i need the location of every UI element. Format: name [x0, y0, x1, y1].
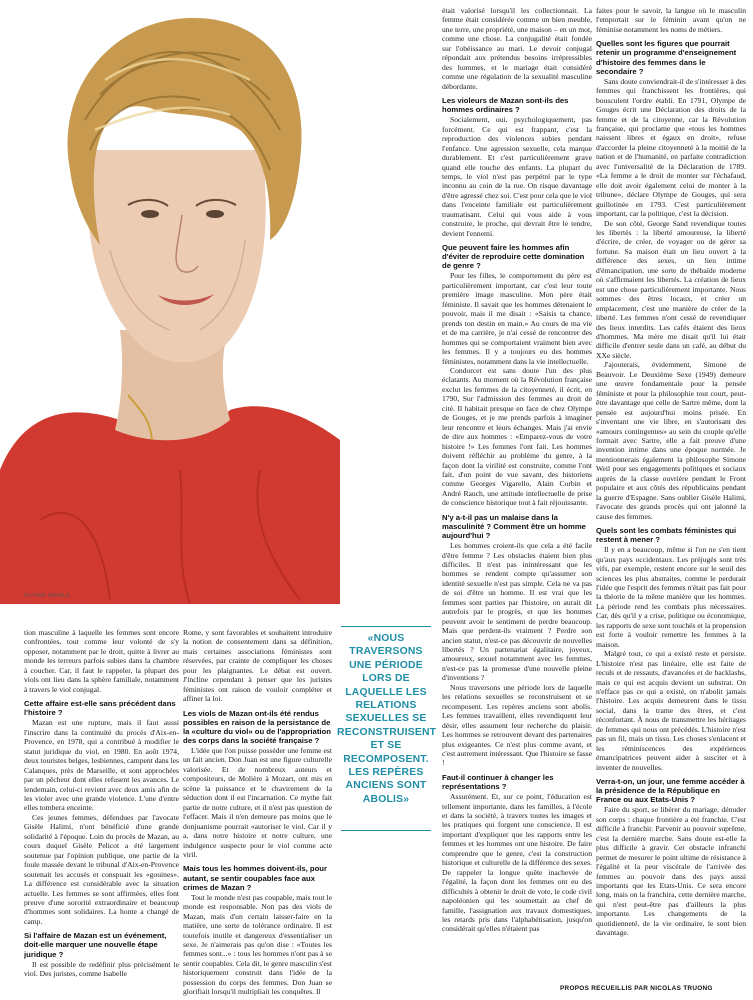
question-heading: Si l'affaire de Mazan est un événement, doit-elle marquer une nouvelle étape juridique ? [24, 931, 167, 959]
question-heading: Cette affaire est-elle sans précédent dans l'histoire ? [24, 699, 176, 718]
article-column-2 [183, 628, 332, 997]
paragraph: Il est possible de redéfinir plus précisément le viol. Des juristes, comme Isabelle [24, 959, 179, 979]
illustration-credit: OLIVIER DANGLA [24, 593, 70, 599]
question-heading: Verra-t-on, un jour, une femme accéder à la présidence de la République en France ou aux Etats-Unis ? [596, 777, 745, 805]
paragraph: Sans doute conviendrait-il de s'intéresser à des femmes qui franchissent les frontières, qui bousculent l'ordre établi. En 1791, Olympe de Gouges écrit une Déclaration des droits de la femme et de la citoyenne, car la Révolution française, qui proclame que «tous les hommes naissent libres et égaux en droit», refuse d'accorder la pleine citoyenneté à la moitié de la nation et de l'humanité, en parfaite contradiction avec l'universalité de la Déclaration de 1789. «La femme a le droit de monter sur l'échafaud, elle doit avoir également celui de monter à la tribune», déclare Olympe de Gouges, qui sera guillotinée en 1793. C'est particulièrement important, car la politique, c'est la décision. [596, 76, 746, 219]
article-column-3 [442, 6, 592, 992]
paragraph: Condorcet est sans doute l'un des plus éclatants. Au moment où la Révolution française exclut les femmes de la citoyenneté, il écrit, en 1790, Sur l'admission des femmes au droit de cité. Il habitait presque en face de chez Olympe de Gouges, et je me prends parfois à imaginer leur rencontre et leurs échanges. Mais j'ai envie de dire aux hommes : «Emparez-vous de votre histoire !» Les femmes l'ont fait. Les hommes doivent réfléchir au problème du genre, à la façon dont la virilité est construite, comme l'ont fait, d'un point de vue savant, des historiens comme Georges Vigarello, Alain Corbin et André Rauch, une attitude intellectuelle de prise de conscience historique tout à fait réjouissante. [442, 365, 592, 508]
question-heading: Mais tous les hommes doivent-ils, pour autant, se sentir coupables face aux crimes de Mazan ? [183, 864, 327, 892]
question-heading: Que peuvent faire les hommes afin d'éviter de reproduire cette domination de genre ? [442, 243, 585, 271]
paragraph: L'idée que l'on puisse posséder une femme est un fait ancien. Don Juan est une figure culturelle valorisée. Et de nombreux auteurs et compositeurs, de Molière à Mozart, ont mis en scène la puissance et le chavirement de la séduction dont il est l'incarnation. Ce mythe fait partie de notre culture, et il n'est pas question de l'effacer. Mais il n'en demeure pas moins que le donjuanisme pourrait «autoriser le viol. Car il y a, dans notre histoire et notre culture, une indulgence suspecte pour le viol comme acte viril. [183, 746, 332, 859]
paragraph: Rome, y sont favorables et souhaitent introduire la notion de consentement dans sa définition, mais certaines associations féministes sont réservées, par crainte de compliquer les choses pour les plaignantes. Le débat est ouvert. J'incline cependant à penser que les juristes féministes ont raison de vouloir compléter et affiner la loi. [183, 628, 332, 704]
paragraph: Pour les filles, le comportement du père est particulièrement important, car c'est leur toute première image masculine. Mon père était féministe. Il savait que les hommes détenaient le pouvoir, mais il me disait : «Saisis ta chance, prends ton destin en main.» Au cours de ma vie et de ma carrière, je n'ai cessé de rencontrer des hommes qui se comportaient vraiment bien avec les femmes. Il y a toujours eu des hommes féministes, notamment dans la vie intellectuelle. [442, 271, 592, 366]
paragraph: Nous traversons une période lors de laquelle les relations sexuelles se reconstruisent et se recomposent. Les repères anciens sont abolis. Les femmes travaillent, elles revendiquent leur désir, elles assument leur recherche du plaisir. Les hommes se retrouvent devant des partenaires plus exigeantes. Ce n'est plus comme avant, et c'est autrement intéressant. Que l'histoire se fasse ! [442, 682, 592, 768]
paragraph: faites pour le savoir, la langue où le masculin l'emportait sur le féminin avant qu'on ne féminise notamment les noms de métiers. [596, 6, 746, 34]
paragraph: Malgré tout, ce qui a existé reste et persiste. L'histoire n'est pas linéaire, elle est faite de reculs et de ressauts, d'avancées et de backlashs, mais ce qui est acquis devient un substrat. On n'efface pas ce qui a existé, on n'abolit jamais l'histoire. Les acquis demeurent dans le tissu social, dans la trame des êtres, et c'est réconfortant. À nous de transmettre les héritages de femmes qui nous ont précédés. L'histoire n'est pas un fil, mais un tissu. Les choses s'enlacent et les réminiscences des expériences émancipatrices peuvent aider à susciter et à inventer de nouvelles. [596, 649, 746, 772]
article-column-1 [24, 628, 179, 988]
paragraph: J'ajouterais, évidemment, Simone de Beauvoir. Le Deuxième Sexe (1949) demeure une œuvre fondamentale pour la pensée féministe et pour la philosophie tout court, peut-être davantage que celle de Sartre même, dont la pensée est aujourd'hui moins prisée. En s'inventant une vie libre, en s'autorisant des «amours contingentes» au sein du couple qu'elle formait avec Sartre, elle a fait preuve d'une invention intime dans une époque normée. Je mentionnerais également la philosophe Simone Weil pour ses engagements politiques et sociaux auprès de la classe ouvrière pendant le Front populaire et aux côtés des républicains pendant la guerre d'Espagne. Sans oublier Gisèle Halimi, l'avocate des grands procès qui ont jalonné la cause des femmes. [596, 360, 746, 521]
paragraph: Tout le monde n'est pas coupable, mais tout le monde est responsable. Non pas des viols de Mazan, mais d'un certain laisser-faire en la matière, une sorte de tolérance ordinaire. Il est toutefois inutile et dangereux d'essentialiser un sexe. Je n'aimerais pas qu'on dise : «Toutes les femmes sont...» : tous les hommes n'ont pas à se sentir coupables. Cela dit, le genre masculin s'est historiquement construit dans l'idée de la possession du corps des femmes. Don Juan se glorifiait lorsqu'il multipliait les conquêtes. Il [183, 892, 332, 997]
byline-signoff: PROPOS RECUEILLIS PAR NICOLAS TRUONG [560, 985, 713, 992]
quote-rule-bottom [341, 830, 431, 831]
paragraph: Ces jeunes femmes, défendues par l'avocate Gisèle Halimi, n'ont bénéficié d'une grande solidarité à l'époque. Loin du procès de Mazan, au cours duquel Gisèle Pelicot a été largement soutenue par l'opinion publique, une partie de la foule massée devant le tribunal d'Aix-en-Provence soutenait les accusés et conspuait les «gouines». La différence est considérable avec la situation actuelle. Les femmes se sont affirmées, elles font preuve d'une sororité extraordinaire et beaucoup d'hommes sont solidaires. La honte a changé de camp. [24, 812, 179, 926]
paragraph: Il y en a beaucoup, même si l'on ne s'en tient qu'aux pays occidentaux. Les préjugés sont très vifs, par exemple, restent encore sur le seuil des sciences les plus abstraites, comme le perdurait l'idée que l'esprit des femmes n'était pas fait pour la théorie de la même manière que les hommes. La période rend les combats plus nécessaires. Car, dès qu'il y a crise, politique ou économique, les rapports de sexe sont touchés et la propension est forte à vouloir remettre les femmes à la maison. [596, 545, 746, 649]
question-heading: N'y a-t-il pas un malaise dans la masculinité ? Comment être un homme aujourd'hui ? [442, 512, 586, 540]
question-heading: Faut-il continuer à changer les représentations ? [442, 772, 554, 792]
paragraph: Les hommes croient-ils que cela a été facile d'être femme ? Les obstacles étaient bien plus difficiles. Il n'est pas inintéressant que les hommes se rendent compte qu'assumer son identité sexuelle n'est pas simple. Cela ne va pas de soi d'être un homme. Il est vrai que les femmes sont parties par l'histoire, on aurait dit autrefois par le progrès, et que les hommes peuvent avoir le sentiment de perdre beaucoup. Mais que perdent-ils vraiment ? Perdre son ancien statut, n'est-ce pas découvrir de nouvelles libertés ? Un partenariat égalitaire, joyeux, amoureux, sexuel notamment avec les femmes, n'est-ce pas la promesse d'une nouvelle pleine d'inventions ? [442, 541, 592, 683]
question-heading: Les viols de Mazan ont-ils été rendus possibles en raison de la persistance de la «culture du viol» ou de l'appropriation des corps dans la société française ? [183, 708, 331, 745]
article-column-4 [596, 6, 746, 984]
question-heading: Quelles sont les figures que pourrait retenir un programme d'enseignement d'histoire des femmes dans le secondaire ? [596, 39, 737, 76]
paragraph: De son côté, George Sand revendique toutes les libertés : la liberté amoureuse, la liberté d'écrire, de créer, de voyager ou de gérer sa fortune. Sa maison était un lieu ouvert à la différence des sexes, un lieu intime d'émancipation, une sorte de thébaïde moderne où s'affirmaient les libertés. La création de lieux est une chose particulièrement importante. Nous sommes des êtres locaux, et créer un emplacement, c'est une manière de créer de la liberté. Les femmes n'ont cessé de revendiquer des lieux interdits. Les cafés étaient des lieux d'hommes. Ma mère me disait qu'il lui était difficile d'entrer seule dans un café, au début du XXe siècle. [596, 218, 746, 360]
question-heading: Quels sont les combats féministes qui restent à mener ? [596, 526, 737, 545]
paragraph: tion masculine à laquelle les femmes sont encore confrontées, tout comme leur volonté de s'y opposer, notamment par le droit, quitte à livrer au monde les terreurs parfois subies dans la chambre à coucher. Car, il faut le rappeler, la plupart des viols ont lieu dans la sphère familiale, notamment à travers le viol conjugal. [24, 628, 179, 694]
question-heading: Les violeurs de Mazan sont-ils des hommes ordinaires ? [442, 96, 569, 115]
portrait-illustration [0, 0, 340, 604]
paragraph: était valorisé lorsqu'il les collectionnait. La femme était considérée comme un bien meuble, une terre, une propriété, une maison – en un mot, comme une chose. La conjugalité était fondée sur l'obéissance au mari. Le devoir conjugal répondait aux prétendus besoins irrépressibles des hommes, et le mariage était considéré comme une régulation de la sexualité masculine débordante. [442, 6, 592, 91]
paragraph: Mazan est une rupture, mais il faut aussi l'inscrire dans la continuité du procès d'Aix-en-Provence, en 1978, qui a contribué à modifier le statut juridique du viol, en 1980. En août 1974, deux touristes belges, lesbiennes, campent dans les Calanques, près de Marseille, et sont approchées par un pêcheur dont elles refusent les avances. Le lendemain, celui-ci revient avec deux amis afin de les violer avec une grande violence. L'une d'entre elles tombera enceinte. [24, 718, 179, 813]
paragraph: Assurément. Et, sur ce point, l'éducation est tellement importante, dans les familles, à l'école et dans la société, à travers toutes les images et les pratiques qui forgent une conscience. Il est important d'expliquer que les rapports entre les femmes et les hommes ont une histoire. De faire comprendre que le genre, c'est la construction historique et culturelle de la différence des sexes. De rappeler la longue quête inachevée de l'égalité, la façon dont les femmes ont eu des difficultés à obtenir le droit de vote, le code civil napoléonien qui les soumettait au chef de famille, l'assignation aux travaux domestiques, les retards pris dans l'alphabétisation, jusqu'on considérait qu'elles n'étaient pas [442, 792, 592, 934]
quote-rule-top [341, 626, 431, 627]
paragraph: Socialement, oui, psychologiquement, pas forcément. Ce qui est frappant, c'est la reproduction des violences subies pendant l'enfance. Une agression sexuelle, cela marque durablement. Et c'est particulièrement grave quand elle touche des enfants. La plupart du temps, le viol n'est pas perpétré par le type inconnu au coin de la rue. On risque davantage d'être agressé chez soi. C'est pour cela que le viol dans l'enceinte familiale est particulièrement traumatisant. Celui qui vous aide à vous construire, le proche, qui devrait être le tendre, devient l'ennemi. [442, 115, 592, 238]
pull-quote: «NOUS TRAVERSONS UNE PÉRIODE LORS DE LAQUELLE LES RELATIONS SEXUELLES SE RECONSTRUISENT ET SE RECOMPOSENT. LES REPÈRES ANCIENS SONT ABOLIS» [337, 633, 437, 805]
paragraph: Faire du sport, se libérer du mariage, dénuder son corps : chaque frontière a été franchie. C'est difficile à franchir. Parvenir au pouvoir suprême, c'est la dernière marche. Sans doute est-elle la plus difficile à gravir. Cet obstacle infranchi permet de mesurer le point ultime de résistance à l'égalité et la peur viscérale de l'arrivée des femmes au pouvoir dans des pays aussi importants que les Etats-Unis. Ce sera encore long, mais on la franchira, cette dernière marche, qui n'est peut-être pas d'ailleurs la plus importante. Les changements de la quotidienneté, de la vie ordinaire, le sont bien davantage. [596, 805, 746, 938]
